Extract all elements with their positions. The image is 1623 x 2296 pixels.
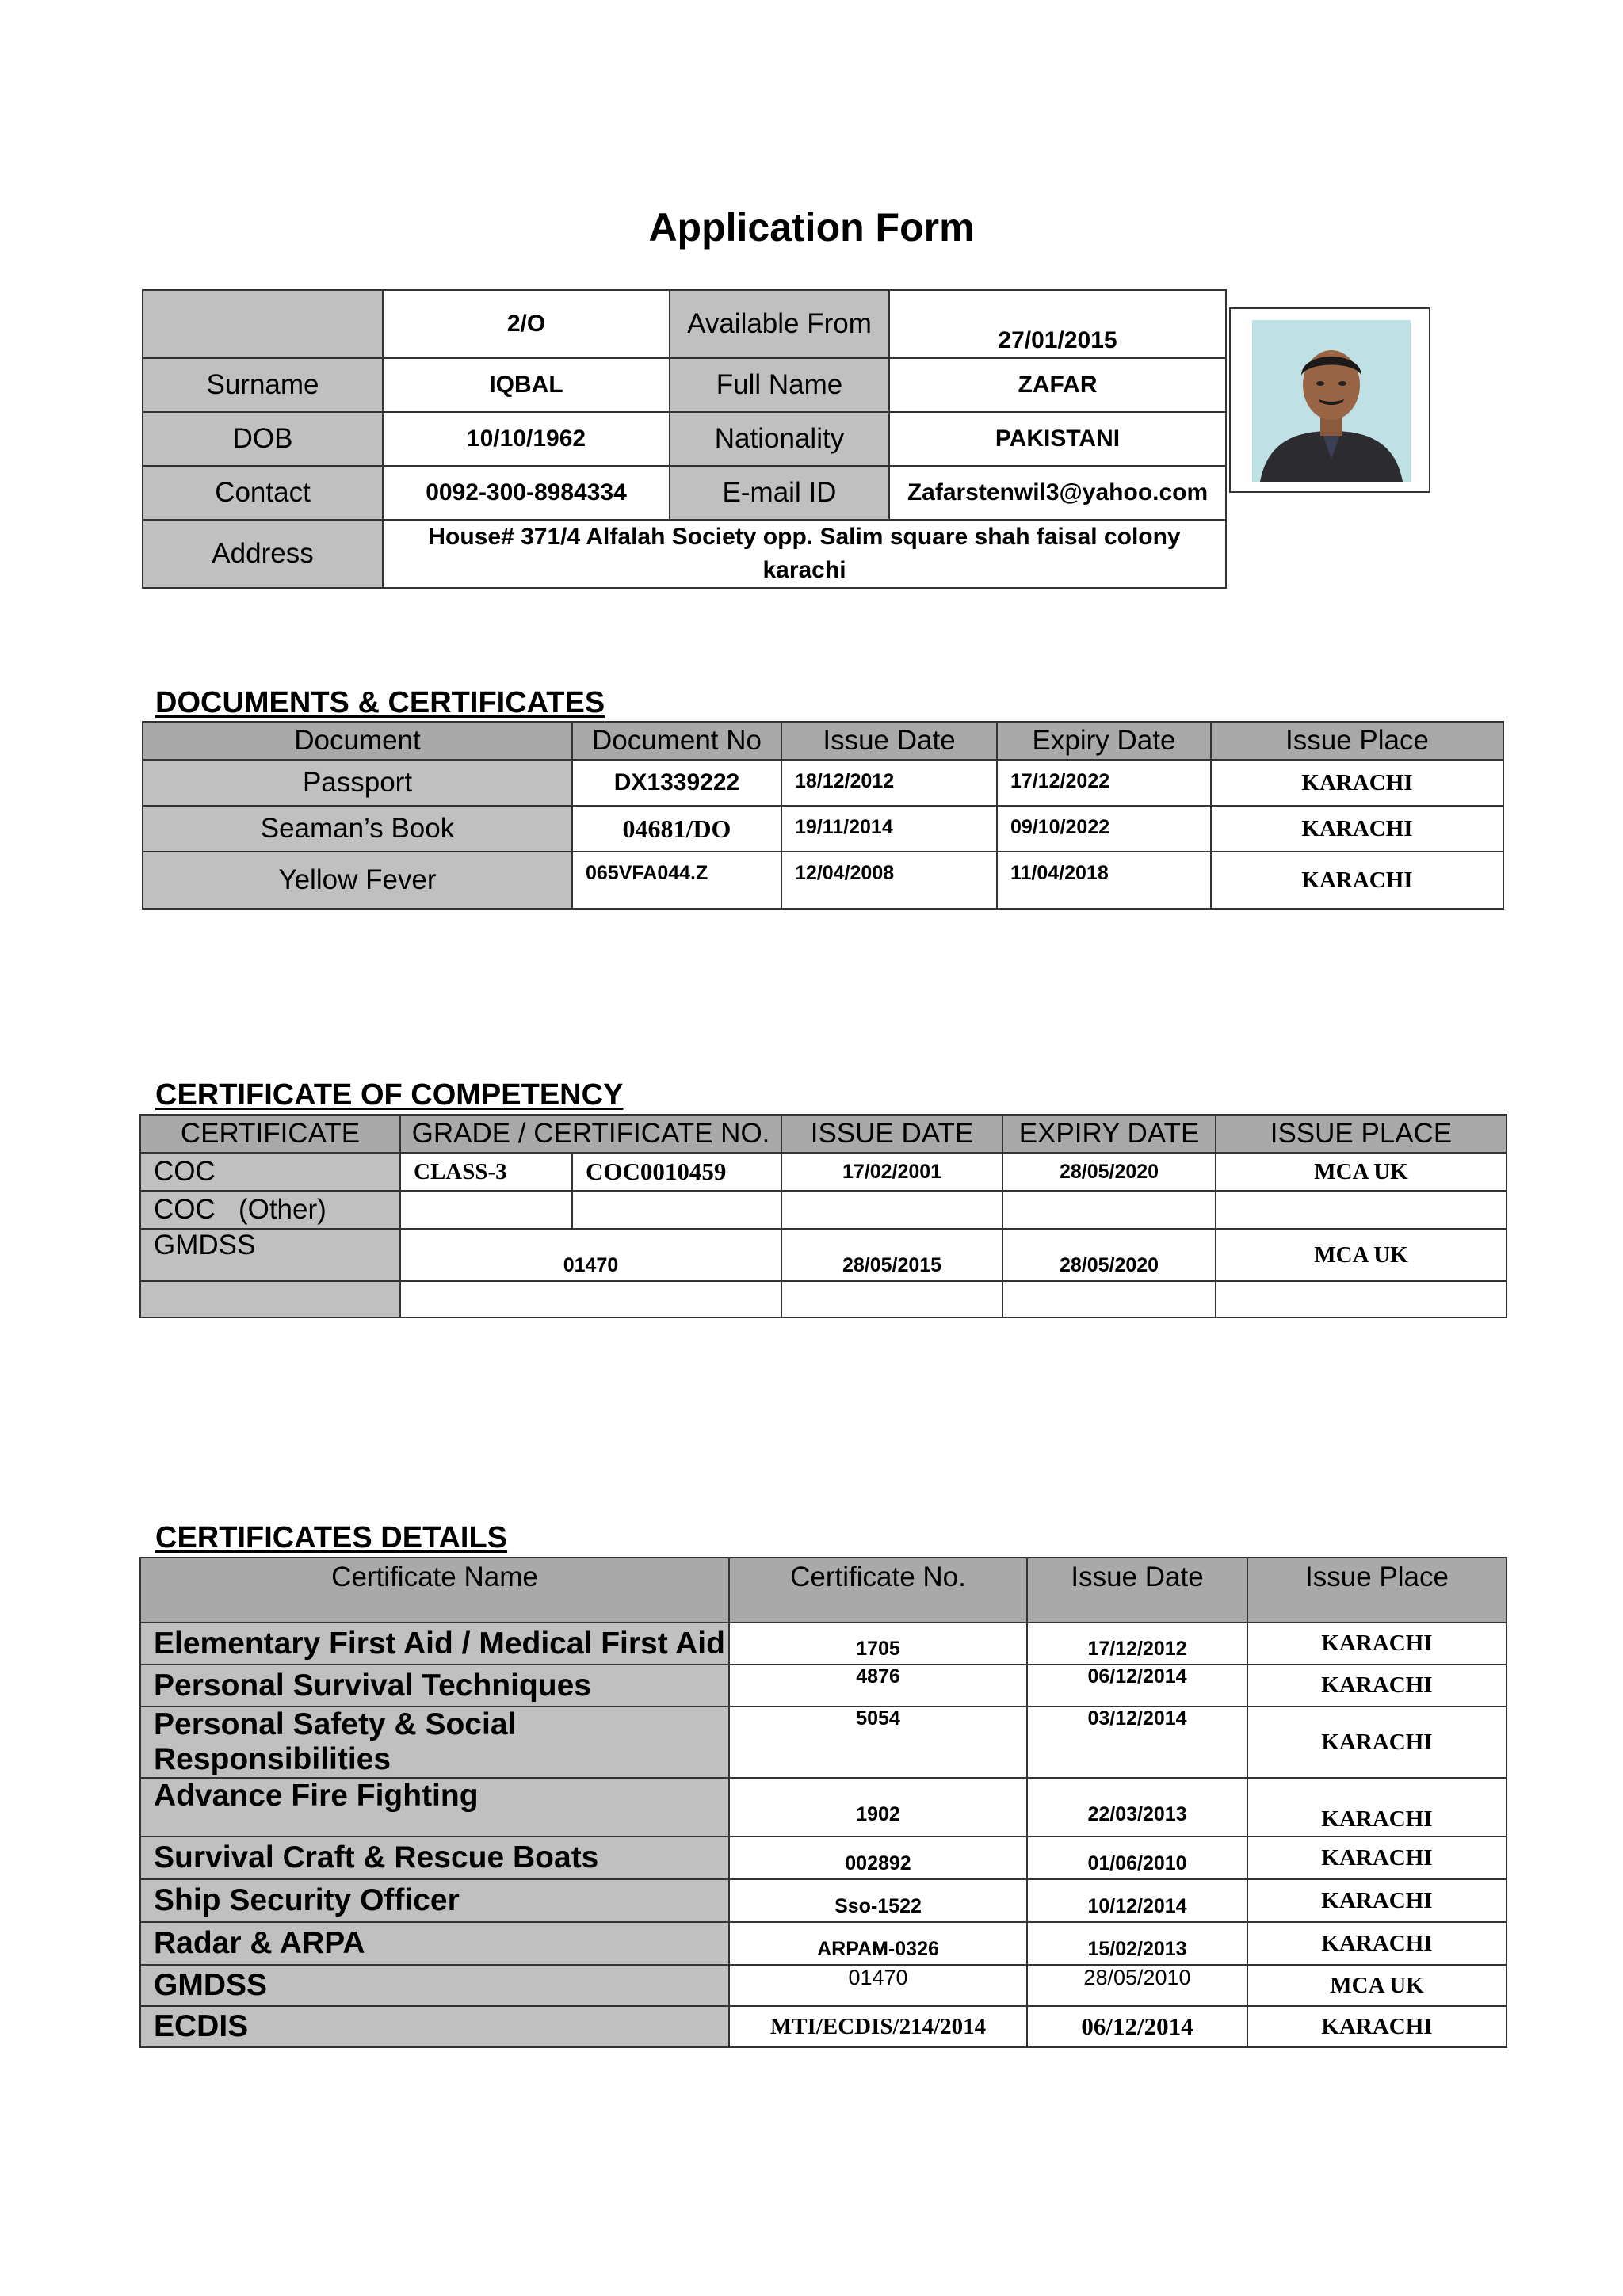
col-header: Certificate Name: [140, 1558, 729, 1623]
col-header: GRADE / CERTIFICATE NO.: [400, 1115, 781, 1153]
expiry-date: 11/04/2018: [997, 852, 1211, 909]
issue-place: KARACHI: [1247, 1836, 1507, 1879]
table-row: [143, 852, 1503, 909]
competency-table: [139, 1114, 1507, 1318]
expiry-date: 28/05/2020: [1002, 1229, 1216, 1281]
certificate-name: Elementary First Aid / Medical First Aid: [140, 1623, 729, 1665]
certificate-no: 01470: [400, 1229, 781, 1281]
col-header: EXPIRY DATE: [1002, 1115, 1216, 1153]
issue-place: KARACHI: [1211, 806, 1503, 852]
document-name: Seaman’s Book: [143, 806, 572, 852]
certificate-name: Radar & ARPA: [140, 1922, 729, 1965]
issue-date: 03/12/2014: [1027, 1707, 1247, 1778]
col-header: Certificate No.: [729, 1558, 1027, 1623]
col-header: ISSUE DATE: [781, 1115, 1002, 1153]
certificate-no: MTI/ECDIS/214/2014: [729, 2006, 1027, 2047]
issue-date: 19/11/2014: [781, 806, 997, 852]
issue-date: 28/05/2010: [1027, 1965, 1247, 2006]
surname-value: IQBAL: [383, 358, 670, 412]
document-no: 04681/DO: [572, 806, 781, 852]
issue-place: KARACHI: [1211, 760, 1503, 806]
certificate-name: Survival Craft & Rescue Boats: [140, 1836, 729, 1879]
col-header: Expiry Date: [997, 722, 1211, 760]
table-row: [140, 1922, 1507, 1965]
issue-place: KARACHI: [1247, 1707, 1507, 1778]
col-header: Document: [143, 722, 572, 760]
email-label: E-mail ID: [670, 466, 889, 520]
issue-place: KARACHI: [1247, 1922, 1507, 1965]
certificates-table: [139, 1557, 1507, 2048]
document-no: 065VFA044.Z: [572, 852, 781, 909]
blank-label-cell: [143, 290, 383, 358]
certificate-no: Sso-1522: [729, 1879, 1027, 1922]
contact-value: 0092-300-8984334: [383, 466, 670, 520]
certificate-name: Ship Security Officer: [140, 1879, 729, 1922]
certificate-name: Personal Survival Techniques: [140, 1665, 729, 1707]
surname-label: Surname: [143, 358, 383, 412]
certificate-type: COC: [140, 1153, 400, 1191]
empty-cell: [781, 1281, 1002, 1318]
certificate-type: COC (Other): [140, 1191, 400, 1229]
address-label: Address: [143, 520, 383, 588]
personal-info-table: [142, 289, 1227, 589]
competency-header-row: [140, 1115, 1507, 1153]
expiry-date: 09/10/2022: [997, 806, 1211, 852]
documents-heading: DOCUMENTS & CERTIFICATES: [155, 686, 605, 719]
certificate-no: 1902: [729, 1778, 1027, 1836]
address-value: [383, 520, 1226, 588]
issue-date: 01/06/2010: [1027, 1836, 1247, 1879]
form-title: Application Form: [648, 205, 975, 250]
issue-place: KARACHI: [1211, 852, 1503, 909]
empty-cell: [1216, 1191, 1507, 1229]
issue-date: 28/05/2015: [781, 1229, 1002, 1281]
table-row: [140, 1191, 1507, 1229]
available-from-label: Available From: [670, 290, 889, 358]
issue-place: KARACHI: [1247, 1778, 1507, 1836]
table-row: [140, 1229, 1507, 1281]
table-row: [140, 1153, 1507, 1191]
table-row: [140, 1707, 1507, 1778]
issue-date: 17/02/2001: [781, 1153, 1002, 1191]
empty-cell: [1002, 1191, 1216, 1229]
empty-cell: [400, 1281, 781, 1318]
issue-date: 17/12/2012: [1027, 1623, 1247, 1665]
table-row: [140, 1778, 1507, 1836]
empty-cell: [400, 1191, 572, 1229]
certificate-no: 5054: [729, 1707, 1027, 1778]
issue-date: 22/03/2013: [1027, 1778, 1247, 1836]
table-row: [140, 1836, 1507, 1879]
expiry-date: 28/05/2020: [1002, 1153, 1216, 1191]
person-photo-icon: [1252, 320, 1411, 482]
issue-place: KARACHI: [1247, 1665, 1507, 1707]
col-header: Issue Date: [781, 722, 997, 760]
certificate-no: 01470: [729, 1965, 1027, 2006]
empty-cell: [572, 1191, 781, 1229]
empty-cell: [140, 1281, 400, 1318]
certificate-no: COC0010459: [572, 1153, 781, 1191]
issue-place: MCA UK: [1216, 1229, 1507, 1281]
address-line-1: House# 371/4 Alfalah Society opp. Salim square shah faisal colony: [428, 524, 1181, 550]
certificate-name: Personal Safety & Social Responsibilities: [140, 1707, 729, 1778]
issue-place: MCA UK: [1216, 1153, 1507, 1191]
table-row: [140, 1665, 1507, 1707]
certificate-no: 1705: [729, 1623, 1027, 1665]
empty-cell: [781, 1191, 1002, 1229]
certificate-type: GMDSS: [140, 1229, 400, 1281]
address-line-2: karachi: [762, 557, 846, 583]
col-header: Document No: [572, 722, 781, 760]
issue-date: 12/04/2008: [781, 852, 997, 909]
nationality-value: PAKISTANI: [889, 412, 1226, 466]
full-name-value: ZAFAR: [889, 358, 1226, 412]
rank-value: 2/O: [383, 290, 670, 358]
contact-label: Contact: [143, 466, 383, 520]
certificate-no: ARPAM-0326: [729, 1922, 1027, 1965]
col-header: Issue Place: [1247, 1558, 1507, 1623]
empty-cell: [1216, 1281, 1507, 1318]
certificate-no: 002892: [729, 1836, 1027, 1879]
competency-heading: CERTIFICATE OF COMPETENCY: [155, 1078, 624, 1112]
issue-place: KARACHI: [1247, 1879, 1507, 1922]
issue-date: 06/12/2014: [1027, 2006, 1247, 2047]
grade: CLASS-3: [400, 1153, 572, 1191]
col-header: Issue Date: [1027, 1558, 1247, 1623]
certificates-heading: CERTIFICATES DETAILS: [155, 1521, 508, 1554]
table-row: [140, 1623, 1507, 1665]
table-row: [140, 2006, 1507, 2047]
issue-date: 15/02/2013: [1027, 1922, 1247, 1965]
document-no: DX1339222: [572, 760, 781, 806]
issue-date: 18/12/2012: [781, 760, 997, 806]
issue-date: 10/12/2014: [1027, 1879, 1247, 1922]
full-name-label: Full Name: [670, 358, 889, 412]
email-value: Zafarstenwil3@yahoo.com: [889, 466, 1226, 520]
table-row: [143, 760, 1503, 806]
col-header: ISSUE PLACE: [1216, 1115, 1507, 1153]
table-row: [140, 1879, 1507, 1922]
document-name: Passport: [143, 760, 572, 806]
documents-header-row: [143, 722, 1503, 760]
certificate-name: GMDSS: [140, 1965, 729, 2006]
table-row: [140, 1281, 1507, 1318]
available-from-value: 27/01/2015: [889, 290, 1226, 358]
issue-place: KARACHI: [1247, 1623, 1507, 1665]
document-name: Yellow Fever: [143, 852, 572, 909]
expiry-date: 17/12/2022: [997, 760, 1211, 806]
issue-place: KARACHI: [1247, 2006, 1507, 2047]
table-row: [140, 1965, 1507, 2006]
certificate-name: Advance Fire Fighting: [140, 1778, 729, 1836]
certificates-header-row: [140, 1558, 1507, 1623]
certificate-no: 4876: [729, 1665, 1027, 1707]
dob-value: 10/10/1962: [383, 412, 670, 466]
empty-cell: [1002, 1281, 1216, 1318]
documents-table: [142, 721, 1504, 910]
col-header: Issue Place: [1211, 722, 1503, 760]
table-row: [143, 806, 1503, 852]
nationality-label: Nationality: [670, 412, 889, 466]
certificate-name: ECDIS: [140, 2006, 729, 2047]
dob-label: DOB: [143, 412, 383, 466]
applicant-photo: [1252, 320, 1411, 482]
issue-date: 06/12/2014: [1027, 1665, 1247, 1707]
issue-place: MCA UK: [1247, 1965, 1507, 2006]
col-header: CERTIFICATE: [140, 1115, 400, 1153]
